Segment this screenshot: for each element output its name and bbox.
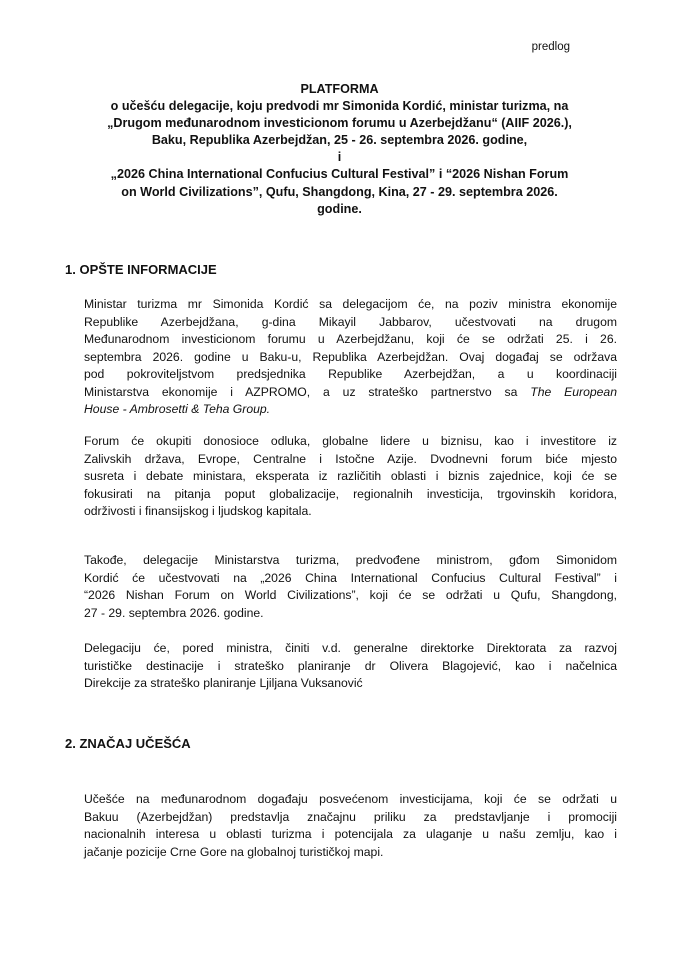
document-title <box>0 81 679 218</box>
text-line: 27 - 29. septembra 2026. godine. <box>84 605 264 620</box>
text-line: susreta i debate ministara, eksperata iz različitih oblasti i biznis zajednice, koji će se <box>84 469 617 483</box>
title-line: „2026 China International Confucius Cultural Festival” i “2026 Nishan Forum <box>110 167 569 182</box>
text-line: septembra 2026. godine u Baku-u, Republika Azerbejdžan. Ovaj događaj se održava <box>84 349 617 364</box>
text-line: održivosti i finansijskog i ljudskog kapitala. <box>84 504 312 518</box>
text-line: “2026 Nishan Forum on World Civilizations”, koji će se održati u Qufu, Shangdong, <box>84 588 617 602</box>
text-line-with-italic <box>84 384 617 402</box>
section-heading-significance: 2. ZNAČAJ UČEŠĆA <box>65 736 191 751</box>
text-line: Kordić će učestvovati na „2026 China International Confucius Cultural Festival” i <box>84 570 617 585</box>
text-segment: Ministarstva ekonomije i AZPROMO, a uz strateško partnerstvo sa <box>84 384 518 399</box>
paragraph-significance-1 <box>84 791 617 861</box>
italic-text-segment: The European <box>530 384 617 399</box>
text-line: Takođe, delegacije Ministarstva turizma, predvođene ministrom, gđom Simonidom <box>84 553 617 567</box>
text-line: fokusirati na pitanja poput globalizacije, regionalnih investicija, trgovinskih koridora, <box>84 486 617 501</box>
paragraph-general-info-1 <box>84 296 617 419</box>
text-line: pod pokroviteljstvom predsjednika Republike Azerbejdžan, a u koordinaciji <box>84 367 617 381</box>
text-line: Forum će okupiti donosioce odluka, globalne lidere u biznisu, kao i investitore iz <box>84 434 617 448</box>
paragraph-general-info-2 <box>84 433 617 521</box>
title-line: PLATFORMA <box>300 82 379 96</box>
predlog-label: predlog <box>531 41 570 53</box>
title-line: Baku, Republika Azerbejdžan, 25 - 26. septembra 2026. godine, <box>151 133 528 148</box>
text-line: Međunarodnom investicionom forumu u Azerbejdžanu, koji će se održati 25. i 26. <box>84 332 617 346</box>
text-line: Zalivskih država, Evrope, Centralne i Istočne Azije. Dvodnevni forum biće mjesto <box>84 451 617 466</box>
text-line: Ministar turizma mr Simonida Kordić sa delegacijom će, na poziv ministra ekonomije <box>84 297 617 311</box>
title-line: on World Civilizations”, Qufu, Shangdong, Kina, 27 - 29. septembra 2026. <box>121 184 558 199</box>
paragraph-general-info-4 <box>84 640 617 693</box>
title-line: godine. <box>317 201 362 216</box>
title-line: i <box>337 150 342 165</box>
text-line: Direkcije za strateško planiranje Ljiljana Vuksanović <box>84 676 363 690</box>
text-line: Republike Azerbejdžana, g-dina Mikayil Jabbarov, učestvovati na drugom <box>84 314 617 329</box>
title-line: o učešću delegacije, koju predvodi mr Simonida Kordić, ministar turizma, na <box>110 99 569 114</box>
text-line: Učešće na međunarodnom događaju posvećenom investicijama, koji će se održati u <box>84 792 617 806</box>
text-line: Delegaciju će, pored ministra, činiti v.d. generalne direktorke Direktorata za razvoj <box>84 641 617 655</box>
text-line: turističke destinacije i strateško planiranje dr Olivera Blagojević, kao i načelnica <box>84 658 617 673</box>
section-heading-general-info: 1. OPŠTE INFORMACIJE <box>65 262 217 277</box>
paragraph-general-info-3 <box>84 552 617 622</box>
text-line: Bakuu (Azerbejdžan) predstavlja značajnu priliku za predstavljanje i promociji <box>84 809 617 824</box>
text-line: nacionalnih interesa u oblasti turizma i potencijala za ulaganje u našu zemlju, kao i <box>84 827 617 841</box>
text-line-italic: House - Ambrosetti & Teha Group. <box>84 402 271 416</box>
text-line: jačanje pozicije Crne Gore na globalnoj turističkoj mapi. <box>84 844 384 859</box>
title-line: „Drugom međunarodnom investicionom forumu u Azerbejdžanu“ (AIIF 2026.), <box>107 116 572 131</box>
